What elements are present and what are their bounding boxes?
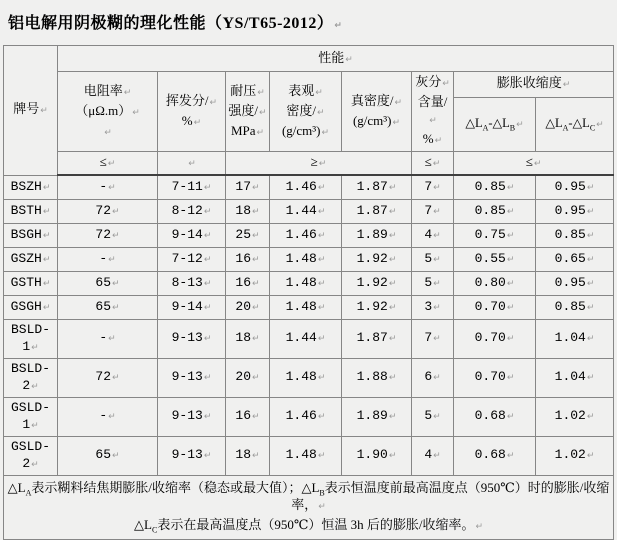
table-row xyxy=(4,199,614,223)
paragraph-mark: ↵ xyxy=(432,159,441,169)
brand-cell: BSLD-1↵ xyxy=(4,319,58,358)
value-cell: 16↵ xyxy=(226,247,270,271)
header-dl-a-minus-dl-c: $\triangle L_A-\triangle L_C↵$ xyxy=(536,97,614,151)
paragraph-mark: ↵ xyxy=(506,254,515,265)
paragraph-mark: ↵ xyxy=(203,412,212,422)
paragraph-mark: ↵ xyxy=(188,159,196,169)
paragraph-mark: ↵ xyxy=(31,381,39,392)
limit-expansion-max: ≤↵ xyxy=(454,152,614,176)
paragraph-mark: ↵ xyxy=(31,459,39,470)
footnote-line-1: $\triangle L_A$表示糊料结焦期膨胀/收缩率（稳态或最大值）；$\triangle L_B$表示恒温度前最高温度点（950℃）时的膨胀/收缩率，↵ xyxy=(7,479,610,512)
brand-cell: BSLD-2↵ xyxy=(4,358,58,397)
value-cell: 1.87↵ xyxy=(342,319,412,358)
paragraph-mark: ↵ xyxy=(388,278,397,289)
value-cell: 7↵ xyxy=(412,199,454,223)
header-expansion-group: 膨胀收缩度↵ xyxy=(454,72,614,98)
paragraph-mark: ↵ xyxy=(42,302,51,313)
paragraph-mark: ↵ xyxy=(252,230,260,241)
value-cell: 1.90↵ xyxy=(342,436,412,475)
brand-cell: GSLD-2↵ xyxy=(4,436,58,475)
limit-volatile xyxy=(158,152,226,176)
value-cell: 1.89↵ xyxy=(342,397,412,436)
paragraph-mark: ↵ xyxy=(203,182,212,193)
paragraph-mark: ↵ xyxy=(317,107,325,118)
paragraph-mark: ↵ xyxy=(586,254,595,265)
paragraph-mark: ↵ xyxy=(586,278,595,289)
value-cell: 0.55↵ xyxy=(454,247,536,271)
value-cell: 0.68↵ xyxy=(454,436,536,475)
brand-cell: BSTH↵ xyxy=(4,199,58,223)
paragraph-mark: ↵ xyxy=(434,136,443,146)
value-cell: 4↵ xyxy=(412,436,454,475)
paragraph-mark: ↵ xyxy=(252,278,260,289)
paragraph-mark: ↵ xyxy=(318,159,327,169)
value-cell: 18↵ xyxy=(226,319,270,358)
value-cell: 1.92↵ xyxy=(342,247,412,271)
paragraph-mark: ↵ xyxy=(433,412,441,422)
paragraph-mark: ↵ xyxy=(475,521,484,532)
table-row xyxy=(4,223,614,247)
value-cell: 9-13↵ xyxy=(158,319,226,358)
value-cell: 1.89↵ xyxy=(342,223,412,247)
paragraph-mark: ↵ xyxy=(586,451,595,461)
value-cell: 1.48↵ xyxy=(270,295,342,319)
paragraph-mark: ↵ xyxy=(203,206,212,217)
footnote-line-2: $\triangle L_C$表示在最高温度点（950℃）恒温 3h 后的膨胀/收缩率。↵ xyxy=(134,516,484,535)
value-cell: 0.85↵ xyxy=(536,295,614,319)
paragraph-mark: ↵ xyxy=(42,206,51,217)
paragraph-mark: ↵ xyxy=(317,334,326,344)
paragraph-mark: ↵ xyxy=(252,182,260,193)
paragraph-mark: ↵ xyxy=(132,107,140,118)
paragraph-mark: ↵ xyxy=(252,254,260,265)
table-row xyxy=(4,175,614,199)
paragraph-mark: ↵ xyxy=(203,451,212,461)
subscript: A xyxy=(562,123,569,133)
paragraph-mark: ↵ xyxy=(388,412,397,422)
value-cell: 65↵ xyxy=(58,271,158,295)
value-cell: 0.85↵ xyxy=(454,175,536,199)
value-cell: 3↵ xyxy=(412,295,454,319)
paragraph-mark: ↵ xyxy=(334,21,343,31)
paragraph-mark: ↵ xyxy=(203,373,212,383)
header-brand: 牌号↵ xyxy=(4,46,58,176)
paragraph-mark: ↵ xyxy=(112,451,120,461)
paragraph-mark: ↵ xyxy=(317,182,326,193)
value-cell: 9-13↵ xyxy=(158,436,226,475)
header-compressive-strength: 耐压↵ 强度/↵ MPa↵ xyxy=(226,72,270,152)
value-cell: -↵ xyxy=(58,319,158,358)
value-cell: 7-11↵ xyxy=(158,175,226,199)
value-cell: 72↵ xyxy=(58,223,158,247)
paragraph-mark: ↵ xyxy=(433,334,441,344)
paragraph-mark: ↵ xyxy=(433,451,441,461)
value-cell: 9-13↵ xyxy=(158,397,226,436)
limit-resistivity-max: ≤↵ xyxy=(58,152,158,176)
value-cell: 1.48↵ xyxy=(270,436,342,475)
value-cell: 1.48↵ xyxy=(270,247,342,271)
paragraph-mark: ↵ xyxy=(108,334,116,344)
paragraph-mark: ↵ xyxy=(433,254,441,265)
value-cell: 0.95↵ xyxy=(536,199,614,223)
limit-ash-max: ≤↵ xyxy=(412,152,454,176)
header-performance-group: 性能↵ xyxy=(58,46,614,72)
table-row xyxy=(4,295,614,319)
value-cell: 65↵ xyxy=(58,295,158,319)
value-cell: 1.04↵ xyxy=(536,358,614,397)
value-cell: 16↵ xyxy=(226,397,270,436)
paragraph-mark: ↵ xyxy=(586,412,595,422)
value-cell: 1.46↵ xyxy=(270,397,342,436)
value-cell: 9-14↵ xyxy=(158,295,226,319)
paragraph-mark: ↵ xyxy=(433,278,441,289)
paragraph-mark: ↵ xyxy=(317,451,326,461)
paragraph-mark: ↵ xyxy=(112,278,120,289)
paragraph-mark: ↵ xyxy=(321,127,330,138)
header-resistivity: 电阻率↵ （μΩ.m）↵ ↵ xyxy=(58,72,158,152)
paragraph-mark: ↵ xyxy=(42,182,51,193)
value-cell: 18↵ xyxy=(226,199,270,223)
paragraph-mark: ↵ xyxy=(533,159,542,169)
paragraph-mark: ↵ xyxy=(388,230,397,241)
header-apparent-density: 表观↵ 密度/↵ (g/cm³)↵ xyxy=(270,72,342,152)
paragraph-mark: ↵ xyxy=(388,182,397,193)
paragraph-mark: ↵ xyxy=(388,302,397,313)
value-cell: 8-12↵ xyxy=(158,199,226,223)
brand-cell: GSTH↵ xyxy=(4,271,58,295)
header-dl-a-minus-dl-b: $\triangle L_A-\triangle L_B↵$ xyxy=(454,97,536,151)
paragraph-mark: ↵ xyxy=(252,373,260,383)
paragraph-mark: ↵ xyxy=(203,254,212,265)
paragraph-mark: ↵ xyxy=(317,373,326,383)
value-cell: 1.46↵ xyxy=(270,175,342,199)
value-cell: 1.87↵ xyxy=(342,175,412,199)
value-cell: -↵ xyxy=(58,247,158,271)
paragraph-mark: ↵ xyxy=(108,412,116,422)
paragraph-mark: ↵ xyxy=(252,302,260,313)
paragraph-mark: ↵ xyxy=(104,127,112,138)
paragraph-mark: ↵ xyxy=(516,119,524,130)
paragraph-mark: ↵ xyxy=(203,334,212,344)
paragraph-mark: ↵ xyxy=(317,230,326,241)
paragraph-mark: ↵ xyxy=(317,302,326,313)
value-cell: 0.75↵ xyxy=(454,223,536,247)
paragraph-mark: ↵ xyxy=(586,373,595,383)
paragraph-mark: ↵ xyxy=(123,87,132,98)
value-cell: 4↵ xyxy=(412,223,454,247)
paragraph-mark: ↵ xyxy=(433,373,441,383)
paragraph-mark: ↵ xyxy=(388,206,397,217)
paragraph-mark: ↵ xyxy=(256,127,265,138)
paragraph-mark: ↵ xyxy=(586,230,595,241)
paragraph-mark: ↵ xyxy=(596,119,604,130)
value-cell: 1.88↵ xyxy=(342,358,412,397)
paragraph-mark: ↵ xyxy=(506,334,515,344)
paragraph-mark: ↵ xyxy=(586,302,595,313)
paragraph-mark: ↵ xyxy=(317,412,326,422)
value-cell: 1.48↵ xyxy=(270,358,342,397)
brand-cell: GSGH↵ xyxy=(4,295,58,319)
subscript: A xyxy=(482,123,489,133)
paragraph-mark: ↵ xyxy=(112,230,120,241)
paragraph-mark: ↵ xyxy=(394,97,403,108)
paragraph-mark: ↵ xyxy=(388,334,397,344)
spec-table xyxy=(3,45,614,540)
paragraph-mark: ↵ xyxy=(203,302,212,313)
paragraph-mark: ↵ xyxy=(433,206,441,217)
paragraph-mark: ↵ xyxy=(193,117,202,128)
value-cell: 0.65↵ xyxy=(536,247,614,271)
paragraph-mark: ↵ xyxy=(586,182,595,193)
paragraph-mark: ↵ xyxy=(42,278,51,289)
paragraph-mark: ↵ xyxy=(317,254,326,265)
value-cell: -↵ xyxy=(58,175,158,199)
header-volatile: 挥发分/↵ %↵ xyxy=(158,72,226,152)
paragraph-mark: ↵ xyxy=(317,206,326,217)
value-cell: 7↵ xyxy=(412,175,454,199)
value-cell: 1.02↵ xyxy=(536,397,614,436)
brand-cell: BSZH↵ xyxy=(4,175,58,199)
table-row xyxy=(4,358,614,397)
value-cell: 0.70↵ xyxy=(454,358,536,397)
brand-cell: GSLD-1↵ xyxy=(4,397,58,436)
value-cell: 1.44↵ xyxy=(270,199,342,223)
paragraph-mark: ↵ xyxy=(433,182,441,193)
paragraph-mark: ↵ xyxy=(42,230,51,241)
value-cell: 1.87↵ xyxy=(342,199,412,223)
paragraph-mark: ↵ xyxy=(506,182,515,193)
paragraph-mark: ↵ xyxy=(388,254,397,265)
footnote-cell xyxy=(4,475,614,539)
value-cell: 1.46↵ xyxy=(270,223,342,247)
paragraph-mark: ↵ xyxy=(252,412,260,422)
subscript: B xyxy=(319,488,325,498)
page-title: 铝电解用阴极糊的理化性能（YS/T65-2012）↵ xyxy=(8,15,343,32)
value-cell: 20↵ xyxy=(226,295,270,319)
spec-table-body xyxy=(4,175,614,475)
table-row xyxy=(4,397,614,436)
value-cell: 1.04↵ xyxy=(536,319,614,358)
table-row xyxy=(4,319,614,358)
header-true-density: 真密度/↵ (g/cm³)↵ xyxy=(342,72,412,152)
paragraph-mark: ↵ xyxy=(259,107,267,118)
table-row xyxy=(4,271,614,295)
paragraph-mark: ↵ xyxy=(433,230,441,241)
paragraph-mark: ↵ xyxy=(315,87,323,98)
paragraph-mark: ↵ xyxy=(203,278,212,289)
limit-middle-min: ≥↵ xyxy=(226,152,412,176)
value-cell: 17↵ xyxy=(226,175,270,199)
value-cell: 6↵ xyxy=(412,358,454,397)
value-cell: 0.80↵ xyxy=(454,271,536,295)
paragraph-mark: ↵ xyxy=(506,373,515,383)
brand-cell: GSZH↵ xyxy=(4,247,58,271)
paragraph-mark: ↵ xyxy=(506,278,515,289)
value-cell: 72↵ xyxy=(58,199,158,223)
paragraph-mark: ↵ xyxy=(586,334,595,344)
paragraph-mark: ↵ xyxy=(108,182,116,193)
value-cell: 0.70↵ xyxy=(454,319,536,358)
paragraph-mark: ↵ xyxy=(112,206,120,217)
paragraph-mark: ↵ xyxy=(392,117,401,128)
value-cell: 72↵ xyxy=(58,358,158,397)
value-cell: 0.85↵ xyxy=(536,223,614,247)
value-cell: 16↵ xyxy=(226,271,270,295)
paragraph-mark: ↵ xyxy=(388,373,397,383)
subscript: A xyxy=(25,488,32,498)
value-cell: 1.48↵ xyxy=(270,271,342,295)
paragraph-mark: ↵ xyxy=(107,159,116,169)
value-cell: -↵ xyxy=(58,397,158,436)
value-cell: 0.95↵ xyxy=(536,271,614,295)
value-cell: 5↵ xyxy=(412,247,454,271)
paragraph-mark: ↵ xyxy=(31,342,39,353)
header-ash-content: 灰分↵ 含量/↵ %↵ xyxy=(412,72,454,152)
value-cell: 5↵ xyxy=(412,397,454,436)
paragraph-mark: ↵ xyxy=(506,302,515,313)
brand-cell: BSGH↵ xyxy=(4,223,58,247)
value-cell: 0.70↵ xyxy=(454,295,536,319)
paragraph-mark: ↵ xyxy=(209,97,218,108)
table-row xyxy=(4,247,614,271)
value-cell: 9-14↵ xyxy=(158,223,226,247)
paragraph-mark: ↵ xyxy=(506,206,515,217)
subscript: C xyxy=(589,123,596,133)
paragraph-mark: ↵ xyxy=(345,54,353,65)
value-cell: 1.02↵ xyxy=(536,436,614,475)
paragraph-mark: ↵ xyxy=(429,116,437,126)
paragraph-mark: ↵ xyxy=(252,334,260,344)
paragraph-mark: ↵ xyxy=(252,451,260,461)
value-cell: 8-13↵ xyxy=(158,271,226,295)
subscript: C xyxy=(151,525,158,535)
value-cell: 0.85↵ xyxy=(454,199,536,223)
paragraph-mark: ↵ xyxy=(433,302,441,313)
paragraph-mark: ↵ xyxy=(442,79,450,89)
value-cell: 1.92↵ xyxy=(342,271,412,295)
paragraph-mark: ↵ xyxy=(388,451,397,461)
value-cell: 25↵ xyxy=(226,223,270,247)
value-cell: 18↵ xyxy=(226,436,270,475)
paragraph-mark: ↵ xyxy=(506,230,515,241)
value-cell: 1.44↵ xyxy=(270,319,342,358)
paragraph-mark: ↵ xyxy=(257,87,265,98)
paragraph-mark: ↵ xyxy=(112,373,120,383)
paragraph-mark: ↵ xyxy=(506,451,515,461)
value-cell: 0.95↵ xyxy=(536,175,614,199)
value-cell: 0.68↵ xyxy=(454,397,536,436)
value-cell: 65↵ xyxy=(58,436,158,475)
value-cell: 20↵ xyxy=(226,358,270,397)
paragraph-mark: ↵ xyxy=(31,420,39,431)
paragraph-mark: ↵ xyxy=(40,106,48,117)
paragraph-mark: ↵ xyxy=(108,254,116,265)
paragraph-mark: ↵ xyxy=(42,254,51,265)
value-cell: 7-12↵ xyxy=(158,247,226,271)
paragraph-mark: ↵ xyxy=(506,412,515,422)
paragraph-mark: ↵ xyxy=(586,206,595,217)
table-row xyxy=(4,436,614,475)
paragraph-mark: ↵ xyxy=(252,206,260,217)
value-cell: 1.92↵ xyxy=(342,295,412,319)
paragraph-mark: ↵ xyxy=(317,278,326,289)
paragraph-mark: ↵ xyxy=(112,302,120,313)
paragraph-mark: ↵ xyxy=(562,80,571,91)
value-cell: 5↵ xyxy=(412,271,454,295)
paragraph-mark: ↵ xyxy=(318,501,326,512)
paragraph-mark: ↵ xyxy=(203,230,212,241)
value-cell: 7↵ xyxy=(412,319,454,358)
value-cell: 9-13↵ xyxy=(158,358,226,397)
subscript: B xyxy=(509,123,516,133)
